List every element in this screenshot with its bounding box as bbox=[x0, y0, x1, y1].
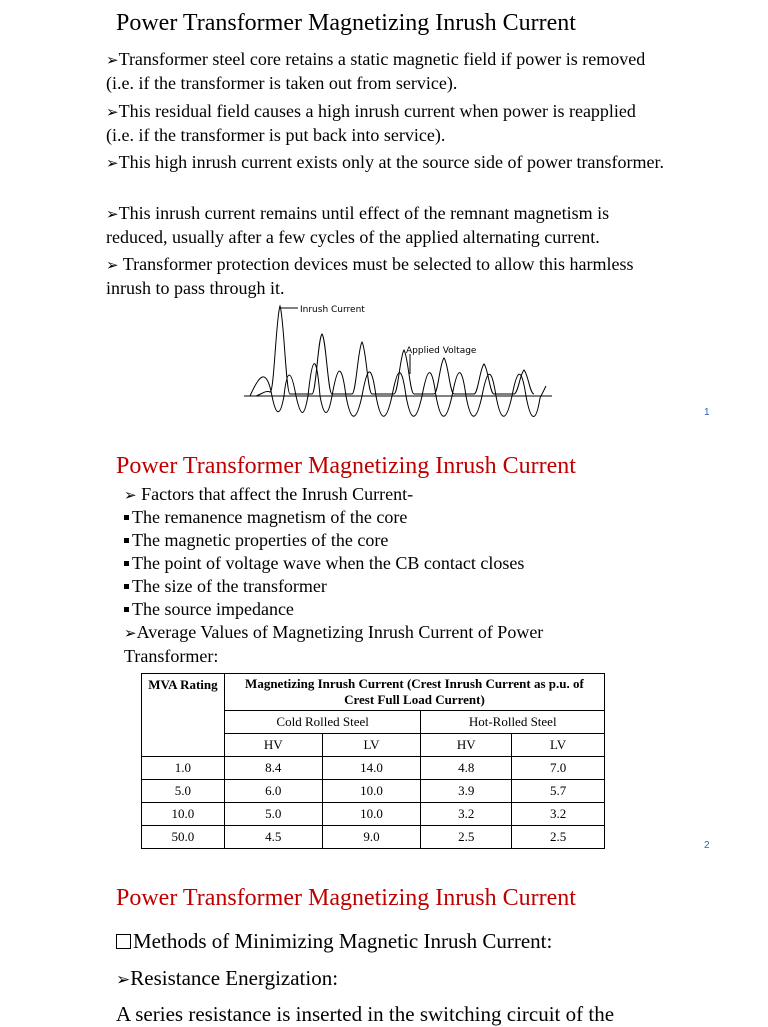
table-cell: 7.0 bbox=[512, 757, 605, 780]
table-cell: 4.5 bbox=[224, 826, 322, 849]
slide1-title: Power Transformer Magnetizing Inrush Current bbox=[116, 10, 576, 36]
table-cell: 3.2 bbox=[512, 803, 605, 826]
applied-voltage-wave bbox=[250, 364, 546, 417]
arrow-bullet-icon: ➢ bbox=[124, 486, 137, 504]
factor-item: The remanence magnetism of the core bbox=[124, 506, 407, 529]
square-bullet-icon bbox=[124, 607, 129, 612]
table-row bbox=[142, 826, 605, 849]
table-cell: 10.0 bbox=[322, 803, 421, 826]
table-header-main: Magnetizing Inrush Current (Crest Inrush Current as p.u. of Crest Full Load Current) bbox=[224, 674, 604, 711]
page-number-1: 1 bbox=[704, 407, 710, 418]
slide1-bullet-1: ➢Transformer steel core retains a static magnetic field if power is removed (i.e. if the transformer is taken out from service). bbox=[106, 49, 646, 93]
slide2-title: Power Transformer Magnetizing Inrush Current bbox=[116, 453, 576, 479]
slide2-intro: ➢ Factors that affect the Inrush Current- bbox=[124, 484, 414, 504]
slide3-resistance: ➢Resistance Energization: bbox=[116, 966, 339, 990]
slide1-bullet-5: ➢ Transformer protection devices must be selected to allow this harmless inrush to pass through it. bbox=[106, 254, 634, 298]
table-cell: 8.4 bbox=[224, 757, 322, 780]
inrush-values-table bbox=[141, 673, 605, 849]
slide1-bullet-4: ➢This inrush current remains until effect of the remnant magnetism is reduced, usually after a few cycles of the applied alternating current. bbox=[106, 203, 610, 247]
table-cell: 3.2 bbox=[421, 803, 512, 826]
slide3-methods: Methods of Minimizing Magnetic Inrush Current: bbox=[116, 929, 552, 954]
table-cell: 1.0 bbox=[142, 757, 225, 780]
slide1-bullet-2: ➢This residual field causes a high inrush current when power is reapplied (i.e. if the transformer is put back into service). bbox=[106, 101, 636, 145]
average-values-line: ➢Average Values of Magnetizing Inrush Current of Power Transformer: bbox=[124, 622, 544, 666]
table-header-hot-rolled: Hot-Rolled Steel bbox=[421, 711, 605, 734]
table-header-cold-rolled: Cold Rolled Steel bbox=[224, 711, 421, 734]
table-header-hv: HV bbox=[224, 734, 322, 757]
arrow-bullet-icon: ➢ bbox=[124, 624, 137, 642]
table-cell: 14.0 bbox=[322, 757, 421, 780]
table-cell: 3.9 bbox=[421, 780, 512, 803]
table-cell: 10.0 bbox=[322, 780, 421, 803]
table-header-mva: MVA Rating bbox=[142, 674, 225, 757]
table-cell: 50.0 bbox=[142, 826, 225, 849]
applied-voltage-label: Applied Voltage bbox=[406, 346, 477, 356]
table-cell: 2.5 bbox=[512, 826, 605, 849]
slide3-body: A series resistance is inserted in the switching circuit of the bbox=[116, 1002, 615, 1026]
table-row bbox=[142, 757, 605, 780]
table-header-lv: LV bbox=[322, 734, 421, 757]
square-bullet-icon bbox=[124, 538, 129, 543]
square-bullet-icon bbox=[124, 561, 129, 566]
factor-item: The size of the transformer bbox=[124, 575, 327, 598]
factor-item: The point of voltage wave when the CB contact closes bbox=[124, 552, 524, 575]
factor-item: The source impedance bbox=[124, 598, 294, 621]
slide3-title: Power Transformer Magnetizing Inrush Current bbox=[116, 885, 576, 911]
table-cell: 2.5 bbox=[421, 826, 512, 849]
table-cell: 5.0 bbox=[224, 803, 322, 826]
table-cell: 5.7 bbox=[512, 780, 605, 803]
inrush-current-label: Inrush Current bbox=[300, 305, 365, 315]
arrow-bullet-icon: ➢ bbox=[106, 256, 119, 274]
factor-item: The magnetic properties of the core bbox=[124, 529, 388, 552]
arrow-bullet-icon: ➢ bbox=[116, 970, 131, 990]
table-cell: 10.0 bbox=[142, 803, 225, 826]
table-cell: 5.0 bbox=[142, 780, 225, 803]
table-header-hv: HV bbox=[421, 734, 512, 757]
table-row bbox=[142, 780, 605, 803]
arrow-bullet-icon: ➢ bbox=[106, 154, 119, 172]
square-bullet-icon bbox=[124, 515, 129, 520]
table-cell: 4.8 bbox=[421, 757, 512, 780]
arrow-bullet-icon: ➢ bbox=[106, 103, 119, 121]
hollow-square-bullet-icon bbox=[116, 934, 131, 949]
slide1-bullet-3: ➢This high inrush current exists only at the source side of power transformer. bbox=[106, 152, 664, 172]
table-header-lv: LV bbox=[512, 734, 605, 757]
arrow-bullet-icon: ➢ bbox=[106, 205, 119, 223]
arrow-bullet-icon: ➢ bbox=[106, 51, 119, 69]
table-cell: 9.0 bbox=[322, 826, 421, 849]
table-cell: 6.0 bbox=[224, 780, 322, 803]
page-number-2: 2 bbox=[704, 840, 710, 851]
square-bullet-icon bbox=[124, 584, 129, 589]
inrush-current-figure bbox=[240, 298, 560, 430]
table-row bbox=[142, 803, 605, 826]
